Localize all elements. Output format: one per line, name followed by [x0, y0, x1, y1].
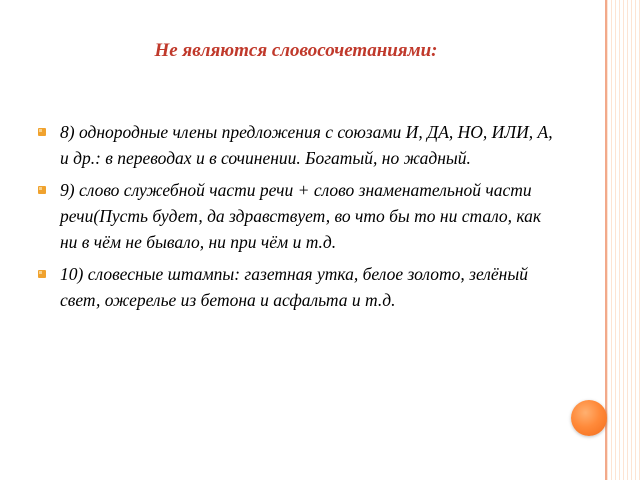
bullet-item-8	[38, 119, 558, 171]
square-bullet-icon	[38, 128, 46, 136]
square-bullet-icon	[38, 270, 46, 278]
bullet-text: 8) однородные члены предложения с союзами И, ДА, НО, ИЛИ, А, и др.: в переводах и в сочинении. Богатый, но жадный.	[60, 122, 553, 168]
square-bullet-icon	[38, 186, 46, 194]
bullet-text: 10) словесные штампы: газетная утка, белое золото, зелёный свет, ожерелье из бетона и асфальта и т.д.	[60, 264, 528, 310]
bullet-list	[38, 119, 558, 319]
bullet-text: 9) слово служебной части речи + слово знаменательной части речи(Пусть будет, да здравствует, во что бы то ни стало, как ни в чём не бывало, ни при чём и т.д.	[60, 180, 542, 252]
slide-title: Не являются словосочетаниями:	[154, 40, 438, 61]
decorative-stripe-band	[607, 0, 640, 480]
orange-circle-icon	[571, 400, 607, 436]
bullet-item-10	[38, 261, 558, 313]
bullet-item-9	[38, 177, 558, 255]
